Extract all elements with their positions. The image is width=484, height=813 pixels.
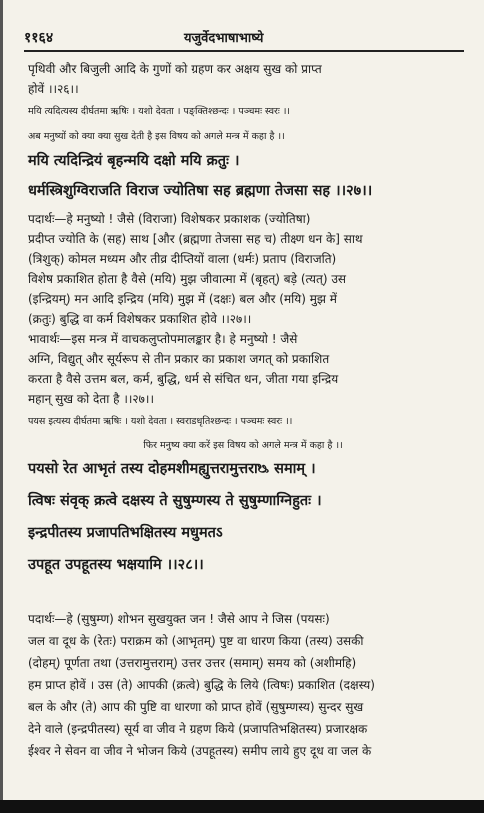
header-rule	[24, 50, 464, 52]
mantra-line: मयि त्यदिन्द्रियं बृहन्मयि दक्षो मयि क्रतुः ।	[28, 153, 240, 169]
page-header	[24, 28, 464, 48]
padartha-line: पदार्थः—हे (सुषुम्ण) शोभन सुखयुक्त जन ! जैसे आप ने जिस (पयसः)	[28, 612, 330, 626]
padartha-line: प्रदीप्त ज्योति के (सह) साथ [और (ब्रह्मणा तेजसा सह च) तीक्ष्ण धन के] साथ	[28, 232, 363, 246]
padartha-line: (त्रिशुक्) कोमल मध्यम और तीव्र दीप्तियों वाला (धर्मः) प्रताप (विराजति)	[28, 252, 337, 266]
mantra-line: इन्द्रपीतस्य प्रजापतिभक्षितस्य मधुमतऽ	[28, 525, 223, 541]
rishi-devata-line: मयि त्यदित्यस्य दीर्घतमा ऋषिः । यशो देवता । पङ्क्तिश्छन्दः । पञ्चमः स्वरः ।।	[28, 106, 291, 117]
page-number: ११६४	[24, 30, 54, 46]
bhavartha-line: भावार्थः—इस मन्त्र में वाचकलुप्तोपमालङ्कार है। हे मनुष्यो ! जैसे	[28, 332, 298, 346]
padartha-line: जल वा दूध के (रेतः) पराक्रम को (आभृतम्) पुष्ट वा धारण किया (तस्य) उसकी	[28, 634, 364, 648]
bhavartha-line: अग्नि, विद्युत् और सूर्यरूप से तीन प्रकार का प्रकाश जगत् को प्रकाशित	[28, 352, 330, 366]
running-title: यजुर्वेदभाषाभाष्ये	[184, 31, 264, 46]
padartha-line: (क्रतुः) बुद्धि वा कर्म विशेषकर प्रकाशित होवे ।।२७।।	[28, 312, 252, 326]
padartha-line: हम प्राप्त होवें । उस (ते) आपकी (क्रत्वे) बुद्धि के लिये (त्विषः) प्रकाशित (दक्षस्य)	[28, 678, 375, 692]
padartha-line: बल के और (ते) आप की पुष्टि वा धारणा को प्राप्त होवें (सुषुम्णस्य) सुन्दर सुख	[28, 700, 364, 714]
intro-line: फिर मनुष्य क्या करें इस विषय को अगले मन्त्र में कहा है ।।	[143, 440, 343, 451]
padartha-line: ईश्वर ने सेवन वा जीव ने भोजन किये (उपहूतस्य) समीप लाये हुए दूध वा जल के	[28, 744, 372, 758]
body-line: पृथिवी और बिजुली आदि के गुणों को ग्रहण कर अक्षय सुख को प्राप्त	[28, 62, 322, 76]
padartha-line: (इन्द्रियम्) मन आदि इन्द्रिय (मयि) मुझ में (दक्षः) बल और (मयि) मुझ में	[28, 292, 337, 306]
padartha-line: पदार्थः—हे मनुष्यो ! जैसे (विराजा) विशेषकर प्रकाशक (ज्योतिषा)	[28, 212, 311, 226]
bhavartha-line: महान् सुख को देता है ।।२७।।	[28, 392, 155, 406]
body-line: होवें ।।२६।।	[28, 82, 79, 96]
padartha-line: विशेष प्रकाशित होता है वैसे (मयि) मुझ जीवात्मा में (बृहत्) बड़े (त्यत्) उस	[28, 272, 347, 286]
mantra-line: धर्मस्त्रिशुग्विराजति विराज ज्योतिषा सह ब्रह्मणा तेजसा सह ।।२७।।	[28, 183, 373, 199]
rishi-devata-line: पयस इत्यस्य दीर्घतमा ऋषिः । यशो देवता । स्वराडधृतिश्छन्दः । पञ्चमः स्वरः ।।	[28, 416, 293, 427]
mantra-line: पयसो रेत आभृतं तस्य दोहमशीमह्युत्तरामुत्तराᳬ समाम् ।	[28, 461, 316, 477]
bhavartha-line: करता है वैसे उत्तम बल, कर्म, बुद्धि, धर्म से संचित धन, जीता गया इन्द्रिय	[28, 372, 339, 386]
page-edge-shadow	[0, 0, 3, 813]
padartha-line: देने वाले (इन्द्रपीतस्य) सूर्य वा जीव ने ग्रहण किये (प्रजापतिभक्षितस्य) प्रजारक्षक	[28, 722, 368, 736]
mantra-line: त्विषः संवृक् क्रत्वे दक्षस्य ते सुषुम्णस्य ते सुषुम्णाग्निहुतः ।	[28, 493, 322, 509]
padartha-line: (दोहम्) पूर्णता तथा (उत्तरामुत्तराम्) उत्तर उत्तर (समाम्) समय को (अशीमहि)	[28, 656, 357, 670]
intro-line: अब मनुष्यों को क्या क्या सुख देती है इस विषय को अगले मन्त्र में कहा है ।।	[28, 131, 285, 142]
mantra-line: उपहूत उपहूतस्य भक्षयामि ।।२८।।	[28, 557, 204, 573]
scan-bottom-edge	[0, 800, 484, 813]
